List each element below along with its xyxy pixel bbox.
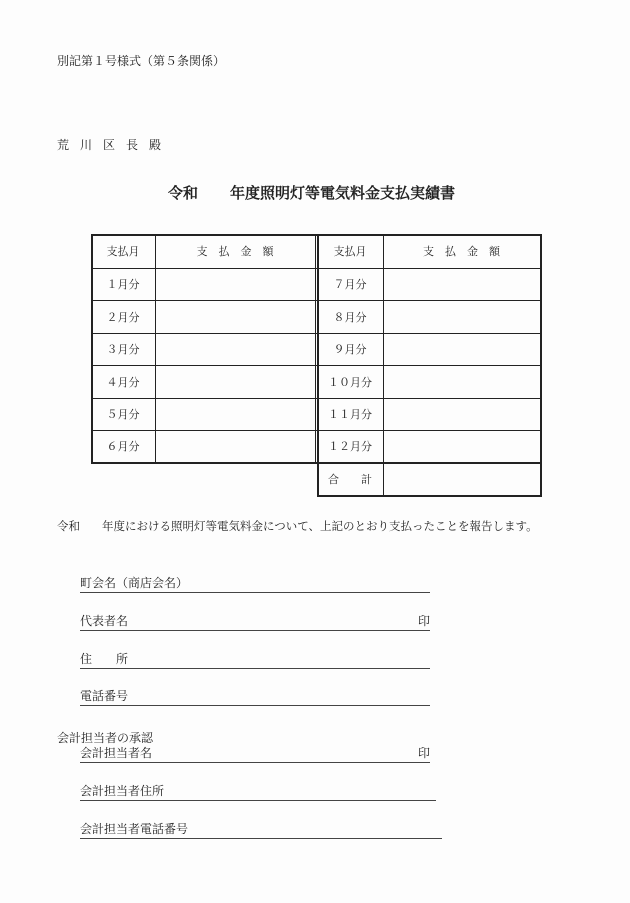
town-association-label: 町会名（商店会名）: [80, 576, 189, 590]
accountant-phone-field[interactable]: [80, 822, 442, 839]
report-statement: [57, 518, 538, 534]
month-label: ８月分: [333, 310, 367, 324]
row-divider: [91, 333, 540, 334]
amount-cell[interactable]: [155, 300, 315, 333]
accountant-name-label: 会計担当者名: [80, 746, 153, 760]
row-divider: [91, 430, 540, 431]
total-amount-cell[interactable]: [383, 462, 540, 495]
addressee: 荒川区長殿: [57, 138, 173, 152]
month-label: １２月分: [328, 440, 372, 453]
amount-cell[interactable]: [155, 268, 315, 300]
address-field[interactable]: [80, 652, 430, 669]
form-identifier: 別記第１号様式（第５条関係）: [57, 54, 226, 68]
month-label: １０月分: [328, 375, 372, 389]
town-association-field[interactable]: [80, 576, 430, 593]
address-label: 住 所: [80, 652, 129, 666]
amount-cell[interactable]: [155, 430, 315, 462]
amount-cell[interactable]: [155, 398, 315, 430]
month-label: ９月分: [333, 343, 367, 356]
total-label: 合 計: [328, 472, 372, 486]
month-label: ４月分: [106, 375, 140, 389]
table-border-right: [540, 234, 542, 497]
total-border-top: [317, 462, 540, 464]
title-text: 年度照明灯等電気料金支払実績書: [230, 184, 456, 202]
row-divider: [91, 398, 540, 399]
accountant-address-field[interactable]: [80, 784, 436, 801]
amount-cell[interactable]: [383, 268, 540, 300]
report-era: 令和: [57, 519, 80, 533]
month-label: ６月分: [106, 440, 140, 453]
accountant-name-field[interactable]: [80, 746, 430, 763]
total-border-bottom: [317, 495, 542, 497]
month-label: ２月分: [106, 310, 140, 324]
amount-cell[interactable]: [383, 365, 540, 398]
header-payment-amount: 支 払 金 額: [423, 245, 500, 258]
seal-mark: 印: [417, 614, 430, 628]
row-divider: [91, 365, 540, 366]
document-title: [168, 182, 455, 203]
header-payment-amount: 支 払 金 額: [196, 245, 274, 258]
amount-cell[interactable]: [383, 398, 540, 430]
amount-cell[interactable]: [383, 430, 540, 462]
month-label: ５月分: [106, 408, 140, 421]
month-label: ３月分: [106, 343, 140, 356]
accountant-address-label: 会計担当者住所: [80, 784, 165, 798]
title-era: 令和: [168, 184, 199, 202]
phone-field[interactable]: [80, 689, 430, 706]
representative-field[interactable]: [80, 614, 430, 631]
month-label: １１月分: [328, 408, 372, 421]
table-border-bottom-left: [91, 462, 319, 464]
amount-cell[interactable]: [383, 333, 540, 365]
phone-label: 電話番号: [80, 689, 129, 703]
amount-cell[interactable]: [155, 365, 315, 398]
month-label: １月分: [106, 278, 140, 291]
accountant-phone-label: 会計担当者電話番号: [80, 822, 189, 836]
amount-cell[interactable]: [383, 300, 540, 333]
seal-mark: 印: [417, 746, 430, 760]
row-divider: [91, 268, 540, 269]
report-text: 年度における照明灯等電気料金について、上記のとおり支払ったことを報告します。: [102, 519, 538, 533]
amount-cell[interactable]: [155, 333, 315, 365]
header-payment-month: 支払月: [106, 245, 140, 258]
month-label: ７月分: [333, 278, 367, 291]
header-payment-month: 支払月: [333, 245, 367, 258]
approval-heading: 会計担当者の承認: [57, 731, 154, 745]
row-divider: [91, 300, 540, 301]
representative-label: 代表者名: [80, 614, 129, 628]
